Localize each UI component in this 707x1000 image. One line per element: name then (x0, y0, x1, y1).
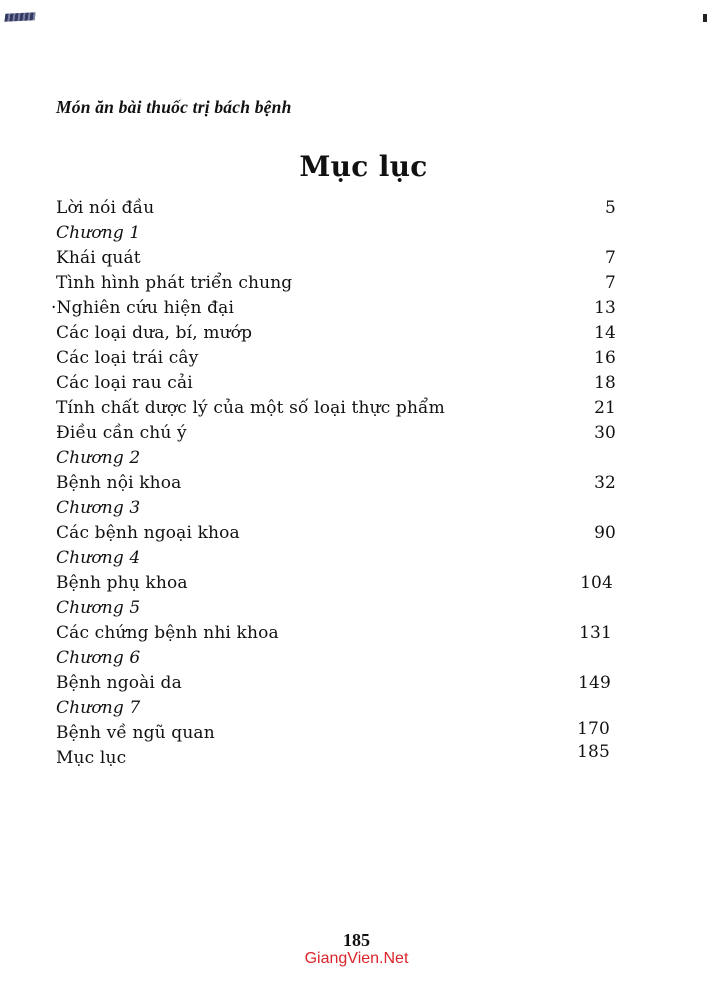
toc-label: Lời nói đầu (56, 198, 155, 218)
toc-page-number: 90 (594, 523, 616, 543)
toc-row (56, 271, 616, 296)
toc-row (56, 196, 616, 221)
toc-page-number: 7 (605, 248, 616, 268)
toc-row (56, 471, 616, 496)
toc-label: Chương 2 (56, 448, 141, 468)
toc-label: Mục lục (56, 748, 127, 768)
toc-chapter-heading (56, 696, 616, 721)
toc-page-number: 149 (578, 673, 611, 693)
toc-page-number: 185 (577, 742, 610, 762)
toc-row (56, 571, 616, 596)
toc-chapter-heading (56, 546, 616, 571)
toc-label: Chương 5 (56, 598, 141, 618)
toc-page-number: 16 (594, 348, 616, 368)
toc-label: Các loại dưa, bí, mướp (56, 323, 253, 343)
toc-chapter-heading (56, 221, 616, 246)
toc-label: Bệnh về ngũ quan (56, 723, 215, 743)
toc-label: Bệnh ngoài da (56, 673, 182, 693)
toc-label: Tính chất dược lý của một số loại thực phẩm (56, 398, 445, 418)
toc-label: Các bệnh ngoại khoa (56, 523, 240, 543)
toc-page-number: 13 (594, 298, 616, 318)
toc-row (51, 296, 616, 321)
toc-label: Tình hình phát triển chung (56, 273, 293, 293)
page-title: Mục lục (299, 150, 428, 183)
toc-label: Các loại rau cải (56, 373, 193, 393)
toc-label: Chương 4 (56, 548, 141, 568)
toc-row (56, 246, 616, 271)
scan-artifact-mark (4, 12, 35, 22)
toc-label: Bệnh phụ khoa (56, 573, 188, 593)
toc-label: Các chứng bệnh nhi khoa (56, 623, 279, 643)
toc-label: Các loại trái cây (56, 348, 199, 368)
toc-label: Điều cần chú ý (56, 423, 187, 443)
toc-row (56, 721, 616, 746)
scan-artifact-edge (703, 14, 707, 22)
toc-page-number: 14 (594, 323, 616, 343)
toc-row (56, 521, 616, 546)
toc-page-number: 7 (605, 273, 616, 293)
toc-page-number: 104 (580, 573, 613, 593)
toc-page-number: 21 (594, 398, 616, 418)
toc-row (56, 621, 616, 646)
toc-label: Chương 7 (56, 698, 141, 718)
toc-label: Bệnh nội khoa (56, 473, 182, 493)
toc-row (56, 346, 616, 371)
toc-row (56, 371, 616, 396)
toc-page-number: 5 (605, 198, 616, 218)
toc-chapter-heading (56, 646, 616, 671)
toc-label: Khái quát (56, 248, 141, 268)
toc-page-number: 32 (594, 473, 616, 493)
watermark: GiangVien.Net (304, 950, 409, 967)
toc-row (56, 421, 616, 446)
toc-row (56, 742, 616, 771)
page-number: 185 (343, 930, 370, 950)
toc-label: Chương 6 (56, 648, 141, 668)
toc-chapter-heading (56, 496, 616, 521)
toc-chapter-heading (56, 596, 616, 621)
toc-chapter-heading (56, 446, 616, 471)
toc-page-number: 18 (594, 373, 616, 393)
toc-label: ·Nghiên cứu hiện đại (51, 298, 235, 318)
toc-row (56, 396, 616, 421)
toc-label: Chương 3 (56, 498, 141, 518)
toc-row (56, 671, 616, 696)
toc-page-number: 131 (579, 623, 612, 643)
toc-row (56, 321, 616, 346)
toc-label: Chương 1 (56, 223, 141, 243)
running-head: Món ăn bài thuốc trị bách bệnh (56, 97, 292, 117)
toc-page-number: 30 (594, 423, 616, 443)
toc-page-number: 170 (577, 719, 610, 739)
